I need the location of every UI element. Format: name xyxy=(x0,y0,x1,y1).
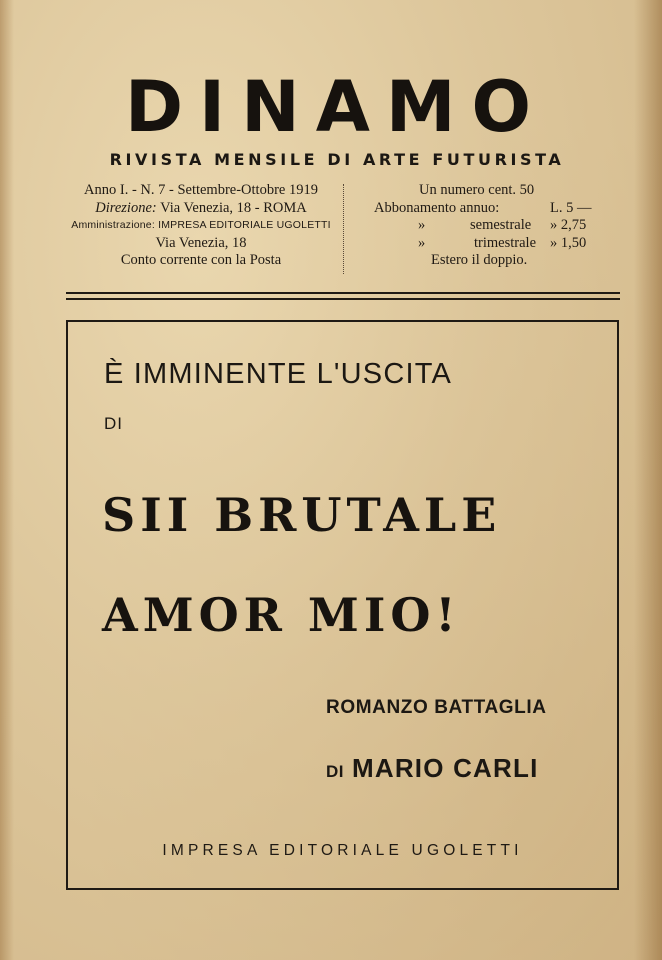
page-edge-shadow-left xyxy=(0,0,14,960)
author-name: MARIO CARLI xyxy=(352,753,539,783)
book-author xyxy=(326,753,539,784)
price-abroad-row xyxy=(368,252,604,270)
admin-address-line: Via Venezia, 18 xyxy=(155,234,247,251)
announcement-heading: È IMMINENTE L'USCITA xyxy=(104,358,453,390)
direzione-line xyxy=(60,200,342,218)
book-title-line-2: AMOR MIO! xyxy=(102,588,461,642)
header-rule-bottom xyxy=(66,298,620,300)
quarter-ditto-mark: » xyxy=(418,234,426,251)
annual-label: Abbonamento annuo: xyxy=(374,199,500,216)
author-prefix: DI xyxy=(326,762,344,781)
semester-ditto-mark: » xyxy=(418,217,426,233)
price-annual-row xyxy=(368,200,604,218)
issue-number-line: Anno I. - N. 7 - Settembre-Ottobre 1919 xyxy=(84,182,318,198)
announcement-di: DI xyxy=(104,414,123,433)
price-quarter-row xyxy=(368,235,604,253)
magazine-subtitle: RIVISTA MENSILE DI ARTE FUTURISTA xyxy=(109,150,565,169)
book-genre: ROMANZO BATTAGLIA xyxy=(326,697,547,718)
annual-value: L. 5 — xyxy=(550,199,592,216)
book-title-line-1: SII BRUTALE xyxy=(102,488,502,542)
price-info-block xyxy=(368,182,604,270)
quarter-label: trimestrale xyxy=(474,234,537,251)
header-rule-top xyxy=(66,292,620,294)
price-semester-row xyxy=(368,217,604,235)
publisher-line: IMPRESA EDITORIALE UGOLETTI xyxy=(162,842,523,859)
direzione-label: Direzione: xyxy=(95,199,157,216)
price-single: Un numero cent. 50 xyxy=(419,182,535,198)
amministrazione-line: Amministrazione: IMPRESA EDITORIALE UGOLETTI xyxy=(71,219,331,231)
semester-label: semestrale xyxy=(470,217,532,233)
conto-corrente-line: Conto corrente con la Posta xyxy=(120,252,282,268)
direzione-address: Via Venezia, 18 - ROMA xyxy=(160,199,307,216)
magazine-title: DINAMO xyxy=(124,66,548,148)
page-edge-shadow-right xyxy=(634,0,662,960)
column-divider xyxy=(343,184,344,274)
price-abroad: Estero il doppio. xyxy=(431,252,528,268)
price-single-row xyxy=(368,182,604,200)
issue-info-block xyxy=(60,182,342,270)
quarter-value: » 1,50 xyxy=(550,234,587,251)
semester-value: » 2,75 xyxy=(550,217,587,233)
